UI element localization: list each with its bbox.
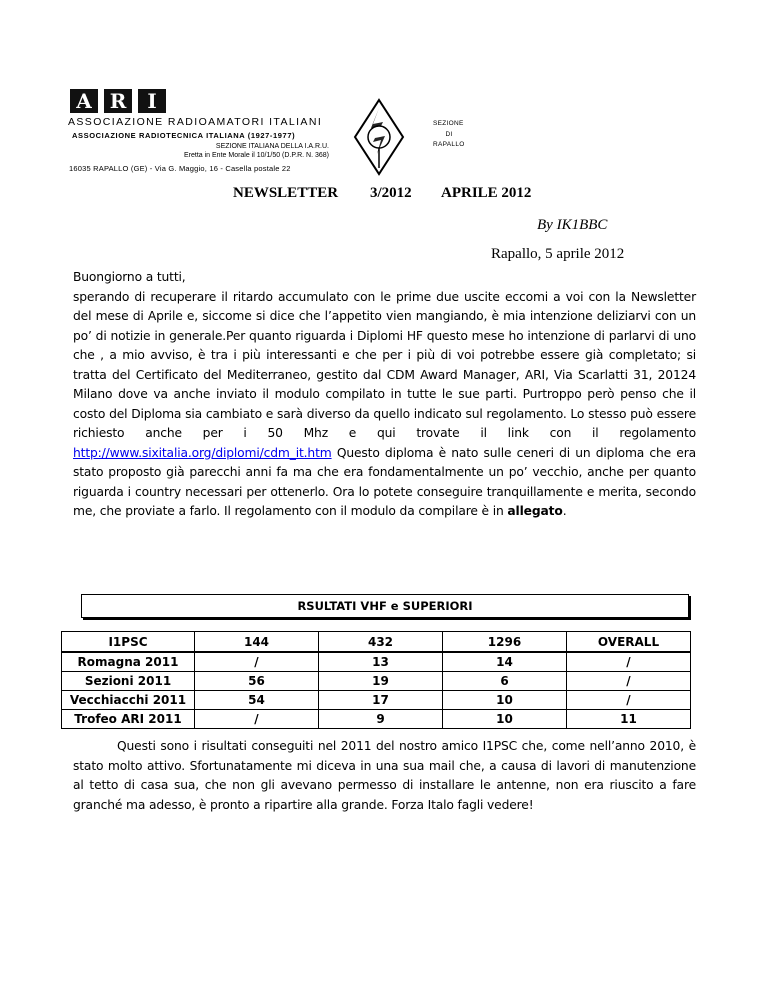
logo-letter-a: A (70, 89, 98, 113)
body-paragraph (73, 288, 696, 522)
association-name: ASSOCIAZIONE RADIOAMATORI ITALIANI (68, 116, 323, 128)
ari-logo (70, 89, 166, 113)
table-header-row (62, 632, 691, 653)
row-label: Trofeo ARI 2011 (62, 710, 195, 729)
cell-1296: 6 (443, 672, 567, 691)
regulation-link[interactable]: http://www.sixitalia.org/diplomi/cdm_it.htm (73, 445, 332, 460)
cell-432: 19 (319, 672, 443, 691)
row-label: Romagna 2011 (62, 652, 195, 672)
paragraph-part-a: sperando di recuperare il ritardo accumulato con le prime due uscite eccomi a voi con la Newsletter del mese di Aprile e, siccome si dice che l’appetito vien mangiando, è mia intenzione deliziarvi con un po’ di notizie in generale.Per quanto riguarda i Diplomi HF questo mese ho intenzione di parlarvi di uno che , a mio avviso, è tra i più interessanti e che per i più di voi potrebbe essere già completato; si tratta del Certificato del Mediterraneo, gestito dal CDM Award Manager, ARI, Via Scarlatti 31, 20124 Milano dove va anche inviato il modulo compilato in tutte le sue parti. Purtroppo però penso che il costo del Diploma sia cambiato e sarà diverso da quello indicato sul regolamento. Lo stesso può essere richiesto anche per i 50 Mhz e qui trovate il link con il regolamento (73, 289, 696, 440)
cell-overall: 11 (567, 710, 691, 729)
byline: By IK1BBC (537, 217, 608, 233)
section-address: 16035 RAPALLO (GE) - Via G. Maggio, 16 - Casella postale 22 (69, 164, 291, 173)
results-title: RSULTATI VHF e SUPERIORI (81, 594, 689, 618)
table-row (62, 691, 691, 710)
table-row (62, 652, 691, 672)
paragraph-part-b: Questo diploma è nato sulle ceneri di un diploma che era stato proposto già parecchi anni fa ma che era fondamentalmente un po’ vecchio, anche per quanto riguarda i country necessari per ottenerlo. Ora lo potete conseguire tranquillamente e merita, secondo me, che proviate a farlo. Il regolamento con il modulo da compilare è in (73, 445, 696, 518)
greeting: Buongiorno a tutti, (73, 270, 186, 284)
header-432: 432 (319, 632, 443, 653)
cell-overall: / (567, 672, 691, 691)
table-row (62, 710, 691, 729)
row-label: Vecchiacchi 2011 (62, 691, 195, 710)
cell-1296: 10 (443, 710, 567, 729)
newsletter-label: NEWSLETTER (233, 185, 339, 201)
association-subtitle: ASSOCIAZIONE RADIOTECNICA ITALIANA (1927-1977) (72, 131, 296, 140)
logo-letter-r: R (104, 89, 132, 113)
attachment-ref: allegato (507, 504, 563, 518)
section-label-line2: DI (445, 131, 453, 138)
header-call: I1PSC (62, 632, 195, 653)
newsletter-month: APRILE 2012 (441, 185, 532, 201)
legal-status: Eretta in Ente Morale il 10/1/50 (D.P.R. N. 368) (184, 152, 329, 159)
row-label: Sezioni 2011 (62, 672, 195, 691)
table-row (62, 672, 691, 691)
section-label-line1: SEZIONE (433, 120, 464, 127)
logo-letter-i: I (138, 89, 166, 113)
header-144: 144 (195, 632, 319, 653)
cell-144: / (195, 710, 319, 729)
body-text (73, 268, 696, 522)
cell-144: 54 (195, 691, 319, 710)
section-label-line3: RAPALLO (433, 141, 465, 148)
newsletter-number: 3/2012 (370, 185, 412, 201)
cell-1296: 10 (443, 691, 567, 710)
cell-432: 13 (319, 652, 443, 672)
cell-432: 17 (319, 691, 443, 710)
closing-text: Questi sono i risultati conseguiti nel 2011 del nostro amico I1PSC che, come nell’anno 2010, è stato molto attivo. Sfortunatamente mi diceva in una sua mail che, a causa di lavori di manutenzione al tetto di casa sua, che non gli avevano permesso di installare le antenne, non era riuscito a fare granché ma adesso, è pronto a ripartire alla grande. Forza Italo fagli vedere! (73, 739, 696, 812)
closing-paragraph (73, 737, 696, 815)
cell-overall: / (567, 691, 691, 710)
results-table (61, 631, 691, 729)
cell-144: 56 (195, 672, 319, 691)
iaru-section: SEZIONE ITALIANA DELLA I.A.R.U. (215, 143, 329, 150)
header-1296: 1296 (443, 632, 567, 653)
paragraph-end: . (562, 504, 567, 518)
header-overall: OVERALL (567, 632, 691, 653)
ari-emblem-icon (353, 98, 405, 176)
cell-overall: / (567, 652, 691, 672)
cell-432: 9 (319, 710, 443, 729)
cell-1296: 14 (443, 652, 567, 672)
dateline: Rapallo, 5 aprile 2012 (491, 246, 625, 262)
cell-144: / (195, 652, 319, 672)
